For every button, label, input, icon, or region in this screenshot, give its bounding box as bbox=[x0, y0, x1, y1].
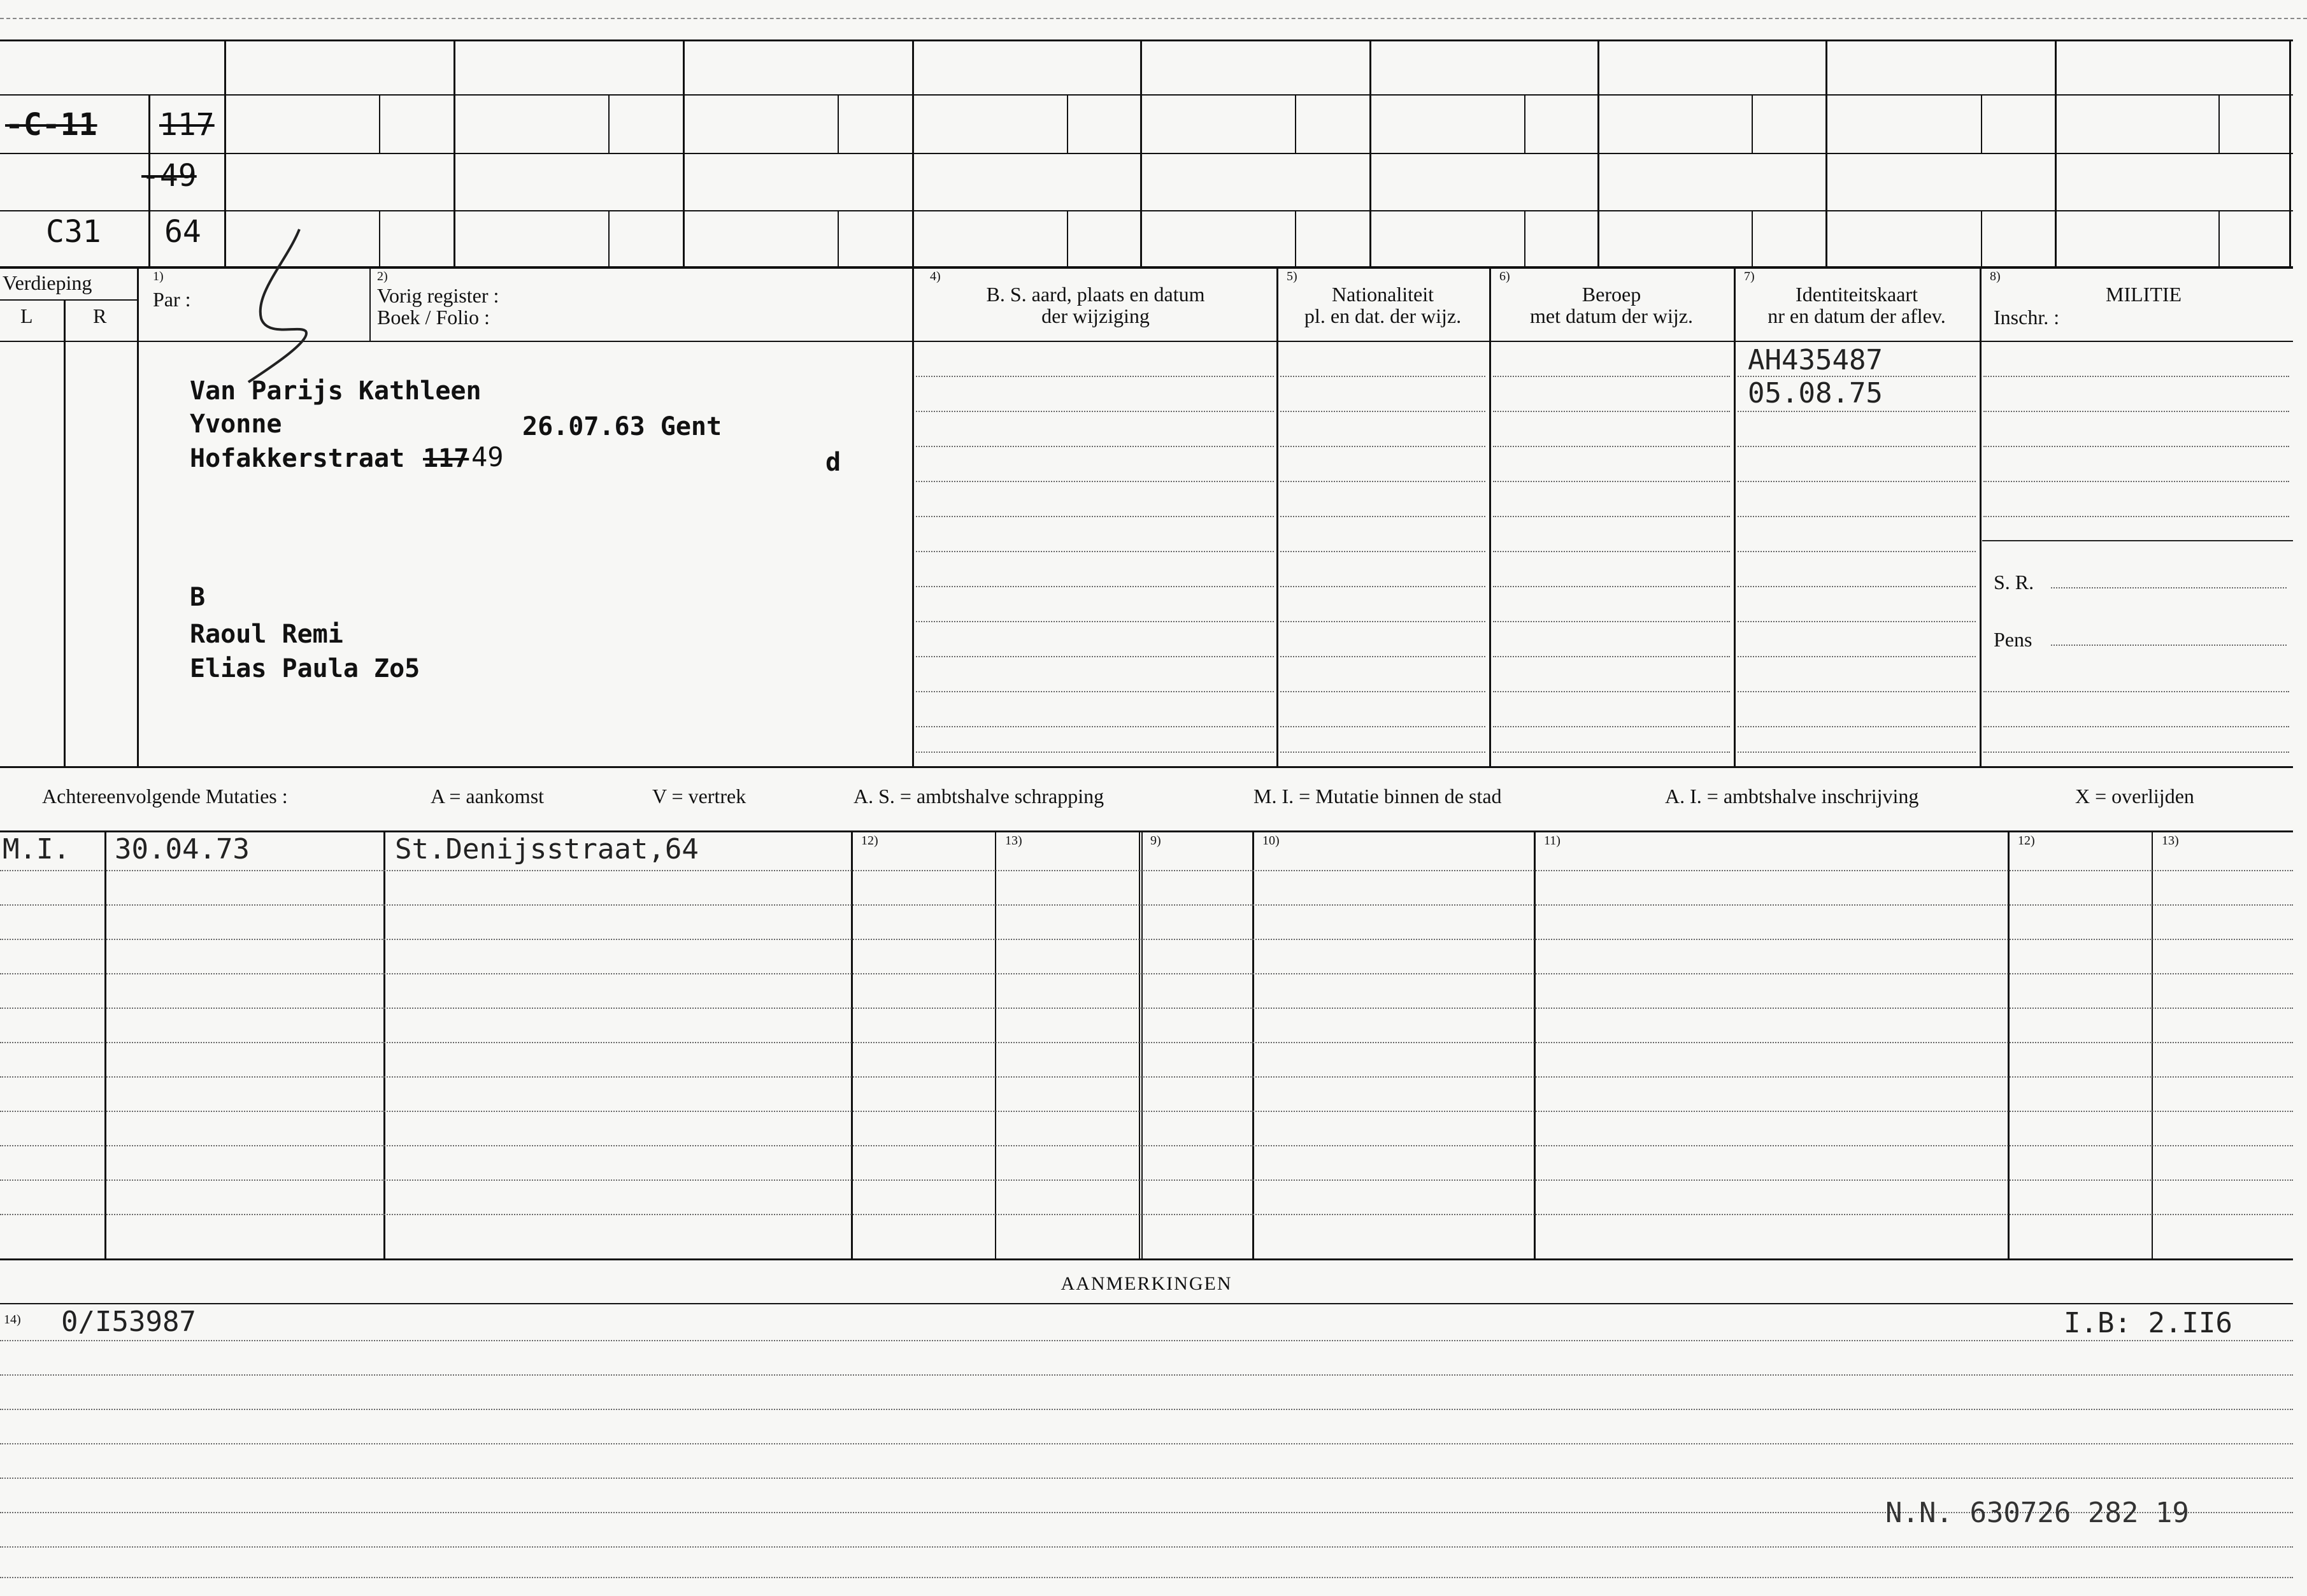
sr-label: S. R. bbox=[1994, 571, 2034, 594]
col-vline bbox=[1276, 267, 1278, 766]
col-number: 4) bbox=[930, 269, 941, 283]
legend-aankomst: A = aankomst bbox=[431, 785, 545, 808]
bs-header-line1: B. S. aard, plaats en datum bbox=[986, 283, 1205, 306]
grid-vline bbox=[683, 39, 685, 266]
grid-vline bbox=[2218, 94, 2220, 153]
table-vline bbox=[1252, 830, 1254, 1258]
person-first-name: Yvonne bbox=[190, 410, 282, 439]
table-vline bbox=[104, 830, 106, 1258]
col-number: 1) bbox=[153, 269, 164, 283]
grid-vline bbox=[838, 94, 839, 153]
militie-divider bbox=[1982, 540, 2293, 541]
old-register-code: -C-11 bbox=[5, 107, 97, 143]
col-number: 13) bbox=[2162, 834, 2179, 848]
grid-vline bbox=[1524, 94, 1525, 153]
grid-vline bbox=[1981, 210, 1982, 266]
table-vline bbox=[1139, 830, 1143, 1258]
register-code: C31 bbox=[46, 214, 101, 250]
mutation-address: St.Denijsstraat,64 bbox=[395, 833, 699, 866]
id-card-number: AH435487 bbox=[1748, 344, 1883, 376]
aanmerkingen-title: AANMERKINGEN bbox=[1061, 1273, 1232, 1294]
grid-vline bbox=[2218, 210, 2220, 266]
col-number: 5) bbox=[1287, 269, 1297, 283]
remark-ib: I.B: 2.II6 bbox=[2064, 1307, 2232, 1339]
pens-dotted-line bbox=[2051, 645, 2287, 646]
grid-vline bbox=[1295, 94, 1296, 153]
changed-house-number: -49 bbox=[141, 158, 197, 194]
old-house-number: 117 bbox=[159, 107, 215, 143]
table-vline bbox=[1534, 830, 1536, 1258]
grid-vline bbox=[379, 94, 380, 153]
nationaliteit-header-line1: Nationaliteit bbox=[1332, 283, 1434, 306]
col-number: 8) bbox=[1990, 269, 2001, 283]
table-vline bbox=[851, 830, 853, 1258]
left-label: L bbox=[20, 304, 33, 327]
id-card-date: 05.08.75 bbox=[1748, 377, 1883, 410]
grid-vline bbox=[1140, 39, 1142, 266]
identiteitskaart-header-line2: nr en datum der aflev. bbox=[1768, 304, 1946, 327]
militie-header: MILITIE bbox=[2106, 283, 2182, 306]
pens-label: Pens bbox=[1994, 628, 2032, 651]
boek-folio-label: Boek / Folio : bbox=[377, 306, 490, 329]
legend-mutatie-binnen-stad: M. I. = Mutatie binnen de stad bbox=[1253, 785, 1502, 808]
vorig-register-label: Vorig register : bbox=[377, 284, 499, 307]
col-number: 12) bbox=[2018, 834, 2035, 848]
grid-vline bbox=[1067, 210, 1068, 266]
legend-ambtshalve-schrapping: A. S. = ambtshalve schrapping bbox=[854, 785, 1104, 808]
remark-code: 0/I53987 bbox=[61, 1306, 196, 1338]
mutaties-label: Achtereenvolgende Mutaties : bbox=[42, 785, 288, 808]
grid-vline bbox=[912, 39, 914, 266]
grid-vline bbox=[2289, 39, 2291, 266]
grid-vline bbox=[608, 210, 610, 266]
grid-vline bbox=[1752, 94, 1753, 153]
person-street: Hofakkerstraat bbox=[190, 444, 405, 473]
grid-vline bbox=[1067, 94, 1068, 153]
house-number: 64 bbox=[164, 214, 201, 250]
legend-vertrek: V = vertrek bbox=[652, 785, 746, 808]
grid-vline bbox=[1295, 210, 1296, 266]
table-vline bbox=[2008, 830, 2010, 1258]
person-mark: d bbox=[825, 448, 841, 477]
sr-dotted-line bbox=[2051, 587, 2287, 588]
col-number: 13) bbox=[1005, 834, 1022, 848]
verdieping-divider bbox=[0, 299, 137, 301]
col-number: 11) bbox=[1544, 834, 1561, 848]
person-old-number: 117 bbox=[423, 444, 469, 473]
par-label: Par : bbox=[153, 288, 191, 311]
national-number: N.N. 630726 282 19 bbox=[1885, 1497, 2189, 1529]
legend-overlijden: X = overlijden bbox=[2075, 785, 2194, 808]
handwritten-check-mark bbox=[242, 223, 395, 401]
table-bottom-line bbox=[0, 1258, 2293, 1260]
col-vline bbox=[64, 299, 66, 766]
grid-vline bbox=[1369, 39, 1371, 266]
col-vline bbox=[137, 267, 139, 766]
grid-vline bbox=[838, 210, 839, 266]
main-bottom-line bbox=[0, 766, 2293, 768]
table-vline bbox=[2152, 830, 2153, 1258]
grid-line bbox=[0, 153, 2293, 154]
grid-vline bbox=[2055, 39, 2057, 266]
nationaliteit-header-line2: pl. en dat. der wijz. bbox=[1304, 304, 1462, 327]
grid-vline bbox=[608, 94, 610, 153]
col-number: 2) bbox=[377, 269, 388, 283]
grid-vline bbox=[454, 39, 455, 266]
col-number: 12) bbox=[861, 834, 878, 848]
col-vline bbox=[912, 267, 914, 766]
col-vline bbox=[1734, 267, 1736, 766]
grid-vline bbox=[1597, 39, 1599, 266]
table-top-line bbox=[0, 830, 2293, 832]
legend-ambtshalve-inschrijving: A. I. = ambtshalve inschrijving bbox=[1665, 785, 1919, 808]
col-number: 7) bbox=[1744, 269, 1755, 283]
grid-line bbox=[0, 210, 2293, 211]
grid-line bbox=[0, 39, 2293, 41]
table-vline bbox=[995, 830, 996, 1258]
beroep-header-line1: Beroep bbox=[1582, 283, 1641, 306]
col-number: 14) bbox=[4, 1313, 21, 1327]
grid-vline bbox=[1752, 210, 1753, 266]
col-number: 10) bbox=[1262, 834, 1280, 848]
grid-vline bbox=[224, 39, 226, 266]
table-vline bbox=[383, 830, 385, 1258]
verdieping-label: Verdieping bbox=[3, 271, 92, 294]
right-label: R bbox=[93, 304, 107, 327]
aanmerkingen-top-line bbox=[0, 1303, 2293, 1304]
identiteitskaart-header-line1: Identiteitskaart bbox=[1796, 283, 1918, 306]
person-new-number: 49 bbox=[471, 441, 504, 473]
beroep-header-line2: met datum der wijz. bbox=[1530, 304, 1693, 327]
person-birth: 26.07.63 Gent bbox=[522, 412, 722, 441]
father-name: Raoul Remi bbox=[190, 620, 343, 649]
grid-vline bbox=[1524, 210, 1525, 266]
mother-name: Elias Paula Zo5 bbox=[190, 654, 420, 683]
grid-vline bbox=[1981, 94, 1982, 153]
bs-header-line2: der wijziging bbox=[1041, 304, 1150, 327]
inschr-label: Inschr. : bbox=[1994, 306, 2060, 329]
parent-mark: B bbox=[190, 583, 206, 612]
col-vline bbox=[1980, 267, 1982, 766]
grid-vline bbox=[1825, 39, 1827, 266]
top-edge-line bbox=[0, 18, 2307, 19]
grid-line bbox=[0, 94, 2293, 96]
col-number: 9) bbox=[1150, 834, 1161, 848]
col-vline bbox=[1489, 267, 1491, 766]
col-number: 6) bbox=[1499, 269, 1510, 283]
mutation-date: 30.04.73 bbox=[115, 833, 250, 866]
person-name: Van Parijs Kathleen bbox=[190, 376, 482, 406]
mutation-type: M.I. bbox=[3, 833, 70, 866]
